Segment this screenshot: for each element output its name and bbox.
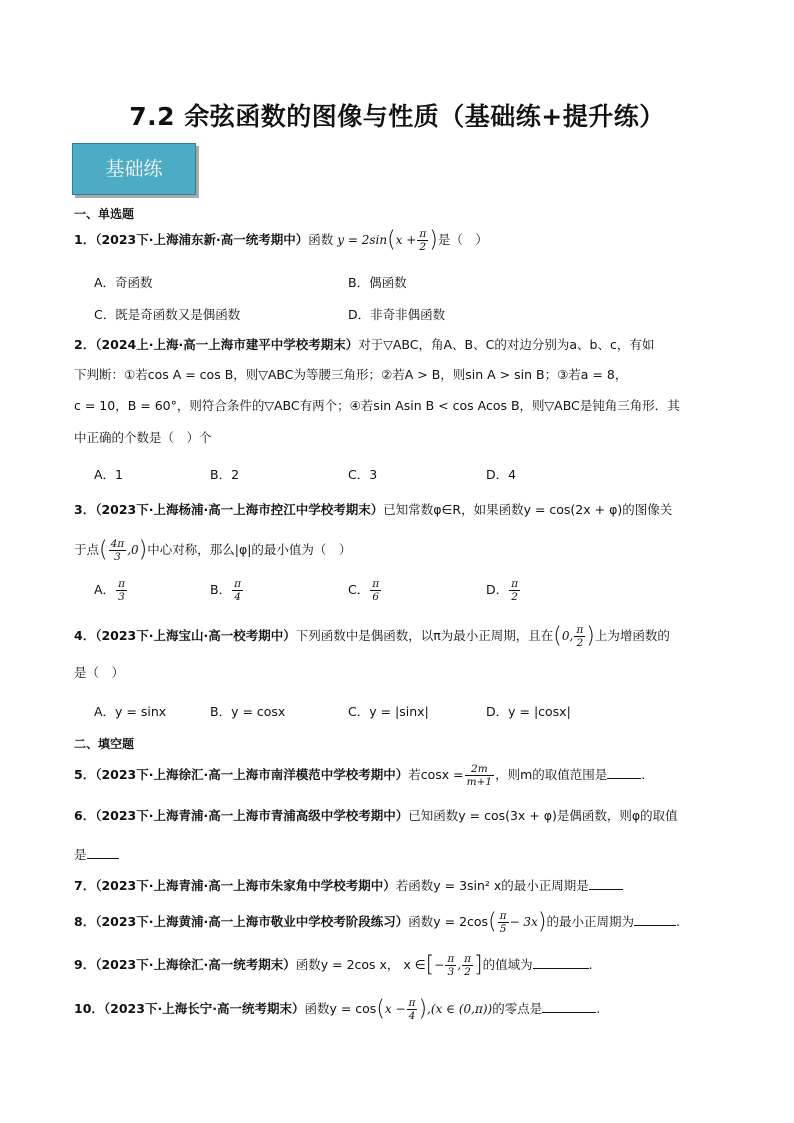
section-badge: 基础练 bbox=[72, 143, 196, 195]
option-a[interactable]: A．1 bbox=[94, 467, 124, 482]
option-d[interactable]: D．4 bbox=[486, 467, 517, 482]
question-6-line2: 是 bbox=[74, 844, 724, 866]
option-d[interactable]: D． $\frac{\pi}{2}$ bbox=[486, 578, 519, 603]
question-8: 8．（2023下·上海黄浦·高一上海市敬业中学校考阶段练习）函数y = 2cos( $\frac{\pi}{5}$ − 3x)的最小正周期为 . bbox=[74, 909, 680, 935]
option-d[interactable]: D．非奇非偶函数 bbox=[348, 307, 446, 322]
fraction: $\frac{4\pi}{3}$ bbox=[110, 538, 125, 563]
question-2: 2．（2024上·上海·高一上海市建平中学校考期末）对于▽ABC，角A、B、C的对边分别为a、b、c，有如 bbox=[74, 337, 655, 352]
question-source: （2023下·上海黄浦·高一上海市敬业中学校考阶段练习） bbox=[95, 914, 409, 929]
option-b[interactable]: B．y = cosx bbox=[210, 704, 286, 719]
question-4-line2: 是（ ） bbox=[74, 665, 125, 680]
fraction: $\frac{\pi}{2}$ bbox=[576, 624, 584, 649]
question-3: 3．（2023下·上海杨浦·高一上海市控江中学校考期末）已知常数φ∈R，如果函数y = cos(2x + φ)的图像关 bbox=[74, 502, 673, 517]
question-2-line4: 中正确的个数是（ ）个 bbox=[74, 430, 212, 445]
question-2-line3: c = 10，B = 60°，则符合条件的▽ABC有两个；④若sin Asin B < cos Acos B，则▽ABC是钝角三角形．其 bbox=[74, 398, 680, 413]
page-title: 7.2 余弦函数的图像与性质（基础练+提升练） bbox=[129, 102, 665, 131]
answer-blank[interactable] bbox=[607, 766, 641, 779]
question-source: （2023下·上海宝山·高一校考期中） bbox=[95, 628, 296, 643]
fraction: $\frac{\pi}{2}$ bbox=[464, 953, 471, 978]
fraction: $\frac{\pi}{2}$ bbox=[419, 228, 427, 253]
fraction: $\frac{\pi}{5}$ bbox=[499, 910, 507, 935]
question-9: 9．（2023下·上海徐汇·高一统考期末）函数y = 2cos x， x ∈[− $\frac{\pi}{3}$ , $\frac{\pi}{2}$ ]的值域为 . bbox=[74, 952, 593, 978]
option-c[interactable]: C．3 bbox=[348, 467, 378, 482]
question-7: 7．（2023下·上海青浦·高一上海市朱家角中学校考期中）若函数y = 3sin² x的最小正周期是 bbox=[74, 875, 724, 897]
option-c[interactable]: C．y = |sinx| bbox=[348, 704, 429, 719]
option-c[interactable]: C．既是奇函数又是偶函数 bbox=[94, 307, 241, 322]
answer-blank[interactable] bbox=[533, 956, 589, 969]
question-10: 10．（2023下·上海长宁·高一统考期末）函数y = cos(x − $\frac{\pi}{4}$ ),(x ∈ (0,π))的零点是 . bbox=[74, 996, 601, 1022]
question-source: （2024上·上海·高一上海市建平中学校考期末） bbox=[95, 337, 359, 352]
fraction: $\frac{\pi}{4}$ bbox=[408, 997, 416, 1022]
question-source: （2023下·上海徐汇·高一统考期末） bbox=[95, 957, 296, 972]
question-source: （2023下·上海浦东新·高一统考期中） bbox=[95, 232, 309, 247]
fraction: $\frac{2m}{m+1}$ bbox=[466, 763, 493, 788]
question-2-line2: 下判断：①若cos A = cos B，则▽ABC为等腰三角形；②若A > B，则sin A > sin B；③若a = 8， bbox=[74, 367, 628, 382]
answer-blank[interactable] bbox=[542, 1000, 596, 1013]
answer-blank[interactable] bbox=[589, 877, 623, 890]
question-4: 4．（2023下·上海宝山·高一校考期中）下列函数中是偶函数，以π为最小正周期，且在(0, $\frac{\pi}{2}$ )上为增函数的 bbox=[74, 623, 670, 649]
question-1: 1．（2023下·上海浦东新·高一统考期中）函数 y = 2sin(x + $\frac{\pi}{2}$ )是（ ） bbox=[74, 227, 488, 253]
question-source: （2023下·上海杨浦·高一上海市控江中学校考期末） bbox=[95, 502, 384, 517]
question-source: （2023下·上海青浦·高一上海市青浦高级中学校考期中） bbox=[95, 808, 409, 823]
option-d[interactable]: D．y = |cosx| bbox=[486, 704, 571, 719]
question-6: 6．（2023下·上海青浦·高一上海市青浦高级中学校考期中）已知函数y = cos(3x + φ)是偶函数，则φ的取值 bbox=[74, 808, 678, 823]
option-b[interactable]: B．偶函数 bbox=[348, 275, 407, 290]
fraction: $\frac{\pi}{3}$ bbox=[447, 953, 455, 978]
option-b[interactable]: B．2 bbox=[210, 467, 240, 482]
answer-blank[interactable] bbox=[634, 913, 676, 926]
option-a[interactable]: A．y = sinx bbox=[94, 704, 167, 719]
question-source: （2023下·上海长宁·高一统考期末） bbox=[103, 1001, 305, 1016]
question-5: 5．（2023下·上海徐汇·高一上海市南洋模范中学校考期中）若cosx = $\frac{2m}{m+1}$ ，则m的取值范围是 . bbox=[74, 763, 646, 788]
answer-blank[interactable] bbox=[87, 846, 119, 859]
option-a[interactable]: A．奇函数 bbox=[94, 275, 153, 290]
question-source: （2023下·上海徐汇·高一上海市南洋模范中学校考期中） bbox=[95, 767, 409, 782]
section-fill-blank: 二、填空题 bbox=[74, 737, 135, 751]
question-source: （2023下·上海青浦·高一上海市朱家角中学校考期中） bbox=[95, 878, 396, 893]
option-c[interactable]: C． $\frac{\pi}{6}$ bbox=[348, 578, 380, 603]
question-number: 1． bbox=[74, 232, 96, 247]
question-3-line2: 于点( $\frac{4\pi}{3}$ ,0)中心对称，那么|φ|的最小值为（ ） bbox=[74, 537, 352, 563]
section-single-choice: 一、单选题 bbox=[74, 207, 135, 221]
option-a[interactable]: A． $\frac{\pi}{3}$ bbox=[94, 578, 125, 603]
option-b[interactable]: B． $\frac{\pi}{4}$ bbox=[210, 578, 241, 603]
